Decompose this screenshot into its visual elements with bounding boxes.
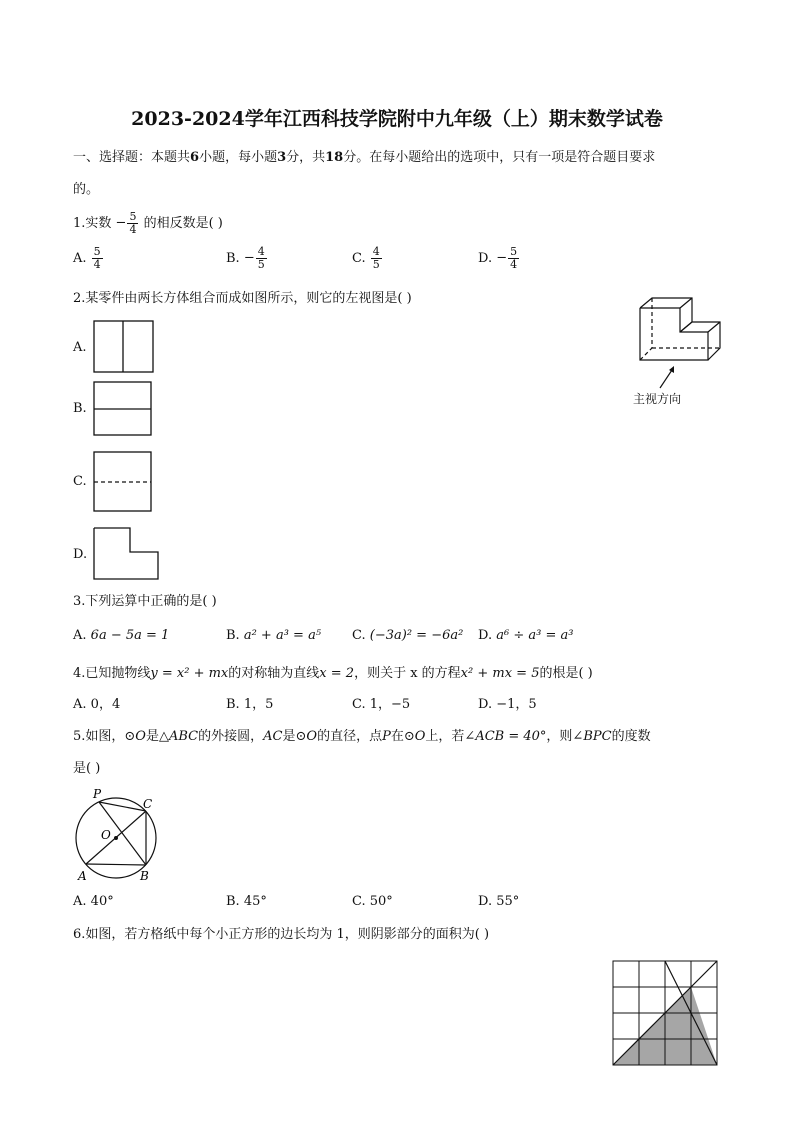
frac-den: 4 — [510, 258, 518, 271]
q4-option-a[interactable] — [73, 697, 120, 713]
frac-num: 5 — [510, 245, 518, 258]
q5-option-a[interactable] — [73, 894, 114, 910]
option-sign: − — [243, 250, 255, 266]
option-sign: − — [496, 250, 508, 266]
option-fraction — [256, 246, 267, 271]
option-label: B. — [226, 251, 240, 266]
q2-option-c-figure[interactable] — [93, 451, 153, 513]
q4-math: x = 2 — [319, 666, 355, 681]
q6-grid-figure — [612, 960, 720, 1068]
option-fraction — [92, 246, 103, 271]
frac-num: 4 — [257, 245, 265, 258]
q1-option-d[interactable] — [478, 246, 520, 271]
label-a: A — [78, 869, 87, 883]
q2-option-c-label[interactable]: C. — [73, 474, 87, 489]
label-b: B — [140, 869, 149, 883]
q5-math: ⊙O — [295, 729, 318, 744]
q2-option-a-label[interactable]: A. — [73, 340, 87, 355]
q5-option-b[interactable] — [226, 894, 267, 910]
q3-option-b[interactable] — [226, 628, 321, 644]
q5-text: 是 — [145, 729, 159, 744]
q5-text: 的直径，点 — [317, 729, 383, 744]
option-label: A. — [73, 894, 87, 909]
view-direction-caption: 主视方向 — [633, 392, 682, 406]
option-expr: a² + a³ = a⁵ — [243, 628, 322, 643]
q5-option-c[interactable] — [352, 894, 393, 910]
question-3-stem: 3.下列运算中正确的是( ) — [73, 594, 217, 609]
question-6-stem: 6.如图，若方格纸中每个小正方形的边长均为 1，则阴影部分的面积为( ) — [73, 927, 490, 942]
points-total: 18 — [325, 150, 344, 165]
q4-option-d[interactable] — [478, 697, 537, 713]
option-expr: 40° — [90, 894, 114, 909]
q5-math: ⊙O — [403, 729, 426, 744]
q1-frac-den: 4 — [129, 223, 137, 236]
option-expr: 0，4 — [90, 697, 121, 712]
q4-math: y = x² + mx — [150, 666, 229, 681]
section-suffix: 分。在每小题给出的选项中，只有一项是符合题目要求 — [343, 150, 656, 165]
edge — [680, 298, 692, 308]
outline — [94, 528, 158, 579]
q4-option-c[interactable] — [352, 697, 410, 713]
option-label: C. — [352, 894, 366, 909]
option-label: B. — [226, 697, 240, 712]
option-label: B. — [226, 894, 240, 909]
option-label: C. — [352, 251, 366, 266]
option-expr: a⁶ ÷ a³ = a³ — [496, 628, 574, 643]
option-fraction — [508, 246, 519, 271]
question-1-stem — [73, 211, 223, 236]
q1-sign: − — [115, 215, 127, 231]
label-o: O — [101, 828, 111, 842]
q4-text: 4.已知抛物线 — [73, 666, 151, 681]
q5-text: 在 — [390, 729, 404, 744]
frac-num: 4 — [372, 245, 380, 258]
q5-text: 的外接圆， — [198, 729, 264, 744]
q5-option-d[interactable] — [478, 894, 519, 910]
question-2-stem: 2.某零件由两长方体组合而成如图所示，则它的左视图是( ) — [73, 291, 412, 306]
option-expr: 1，5 — [243, 697, 274, 712]
q3-option-a[interactable] — [73, 628, 169, 644]
question-count: 6 — [190, 150, 200, 165]
question-5-stem — [73, 729, 651, 745]
frac-den: 4 — [93, 258, 101, 271]
option-label: B. — [226, 628, 240, 643]
q4-math: x² + mx = 5 — [460, 666, 540, 681]
q5-math: P — [382, 729, 391, 744]
tall-block-top — [640, 298, 692, 332]
option-label: A. — [73, 251, 87, 266]
q5-text: ，则 — [546, 729, 573, 744]
option-expr: (−3a)² = −6a² — [369, 628, 464, 643]
option-fraction — [371, 246, 382, 271]
arrow-head — [669, 366, 674, 373]
section-mid1: 小题，每小题 — [199, 150, 278, 165]
option-expr: −1，5 — [496, 697, 537, 712]
section-prefix: 一、选择题：本题共 — [73, 150, 191, 165]
q2-option-b-figure[interactable] — [93, 381, 153, 437]
option-label: D. — [478, 697, 493, 712]
q3-option-c[interactable] — [352, 628, 463, 644]
page-title: 2023-2024学年江西科技学院附中九年级（上）期末数学试卷 — [131, 108, 663, 130]
q2-option-a-figure[interactable] — [93, 320, 155, 374]
q5-math: ∠ACB = 40° — [464, 729, 547, 744]
q5-text: 上，若 — [425, 729, 465, 744]
frac-den: 5 — [372, 258, 380, 271]
q1-post: 的相反数是( ) — [143, 216, 223, 231]
q4-text: 的对称轴为直线 — [228, 666, 320, 681]
section-header-line2: 的。 — [73, 182, 100, 197]
q5-math: AC — [263, 729, 283, 744]
q5-math: ∠BPC — [572, 729, 612, 744]
section-mid2: 分，共 — [286, 150, 326, 165]
option-expr: 1，−5 — [369, 697, 411, 712]
section-header — [73, 146, 655, 165]
option-expr: 55° — [496, 894, 520, 909]
question-5-stem-line2: 是( ) — [73, 761, 101, 776]
option-label: C. — [352, 628, 366, 643]
front-face — [640, 308, 708, 360]
q2-option-d-label[interactable]: D. — [73, 547, 88, 562]
option-label: D. — [478, 628, 493, 643]
edge — [708, 322, 720, 332]
q1-pre: 1.实数 — [73, 216, 112, 231]
points-each: 3 — [277, 150, 287, 165]
q5-text: 是 — [282, 729, 296, 744]
option-expr: 50° — [369, 894, 393, 909]
q1-option-a[interactable] — [73, 246, 104, 271]
frac-den: 5 — [257, 258, 265, 271]
q4-text: ，则关于 x 的方程 — [354, 666, 461, 681]
frac-num: 5 — [93, 245, 101, 258]
option-label: A. — [73, 697, 87, 712]
option-expr: 45° — [243, 894, 267, 909]
q4-option-b[interactable] — [226, 697, 273, 713]
q1-option-c[interactable] — [352, 246, 383, 271]
q3-option-d[interactable] — [478, 628, 573, 644]
q4-text: 的根是( ) — [539, 666, 593, 681]
q5-circle-figure — [70, 784, 170, 886]
label-c: C — [143, 797, 153, 811]
option-label: D. — [478, 251, 493, 266]
q1-option-b[interactable] — [226, 246, 268, 271]
center-dot — [114, 836, 118, 840]
hidden-edge — [640, 348, 652, 360]
option-label: A. — [73, 628, 87, 643]
view-arrow — [660, 370, 672, 388]
q5-text: 5.如图， — [73, 729, 125, 744]
q5-math: △ABC — [158, 729, 199, 744]
q1-fraction — [127, 211, 138, 236]
q5-text: 的度数 — [611, 729, 651, 744]
option-label: D. — [478, 894, 493, 909]
q5-math: ⊙O — [124, 729, 146, 744]
label-p: P — [93, 787, 102, 801]
q2-option-d-figure[interactable] — [93, 527, 161, 582]
question-4-stem — [73, 666, 593, 682]
q1-frac-num: 5 — [129, 210, 137, 223]
option-label: C. — [352, 697, 366, 712]
segment-pc — [99, 802, 146, 811]
option-expr: 6a − 5a = 1 — [90, 628, 170, 643]
segment-ab — [86, 864, 146, 865]
q2-option-b-label[interactable]: B. — [73, 401, 87, 416]
